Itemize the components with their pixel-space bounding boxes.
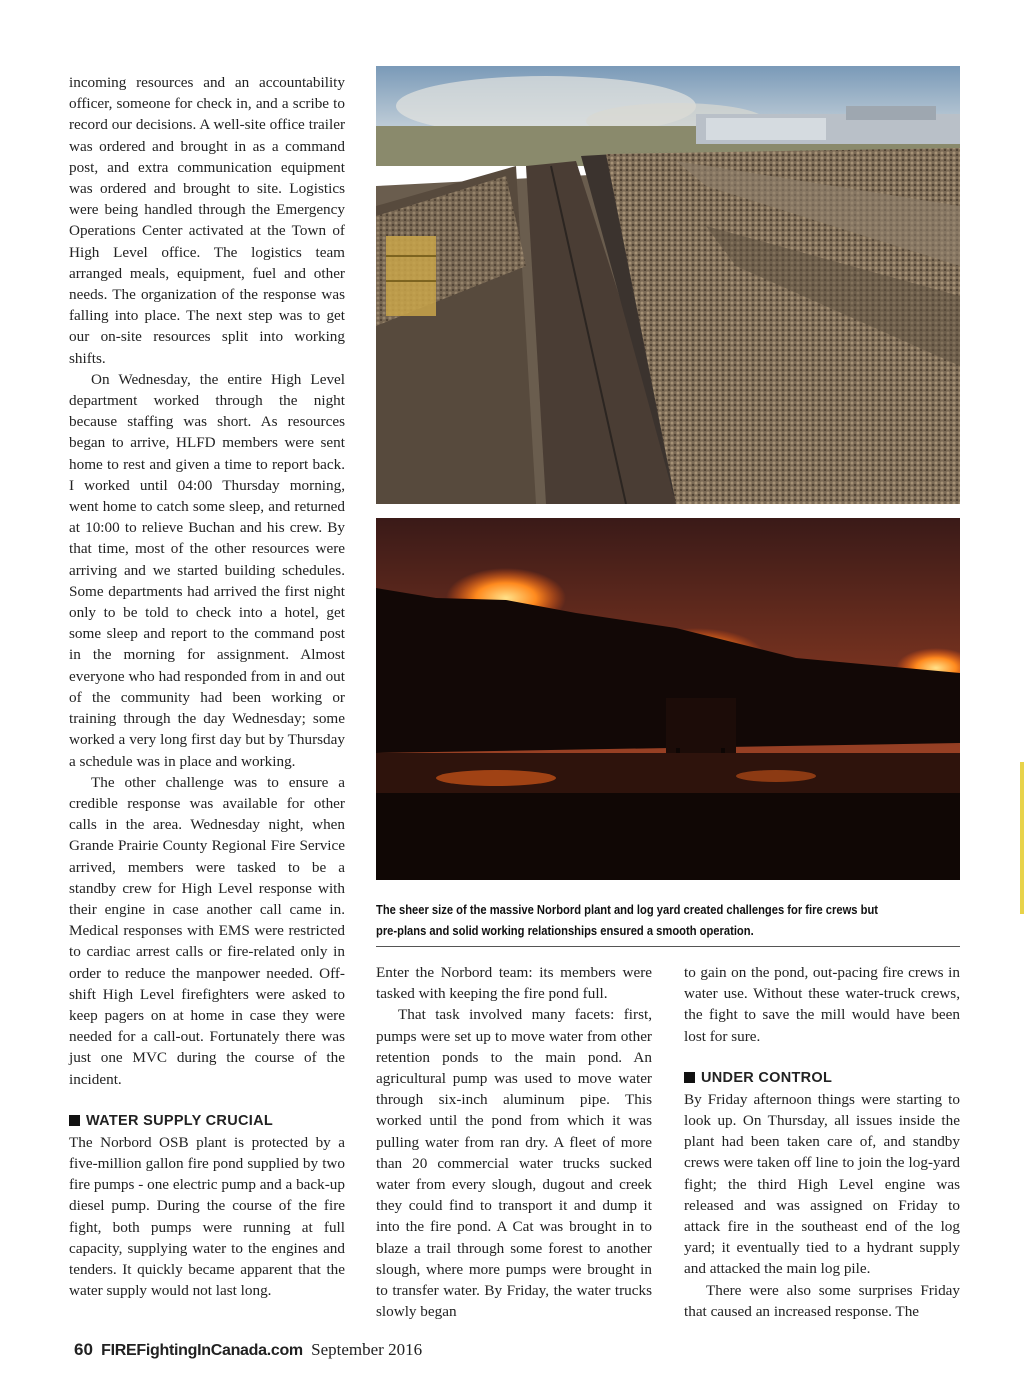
- caption-line: The sheer size of the massive Norbord plant and log yard created challenges for fire crews but: [376, 902, 878, 917]
- article-column-middle: [376, 962, 652, 1322]
- body-paragraph: to gain on the pond, out-pacing fire crews in water use. Without these water-truck crews, the fight to save the mill would have been lost for sure.: [684, 964, 960, 1045]
- photo-aerial-log-yard: [376, 66, 960, 504]
- body-paragraph: By Friday afternoon things were starting to look up. On Thursday, all issues inside the plant had been taken care of, and standby crews were taken off line to join the log-yard fight; the third High Level engine was released and was assigned on Friday to attack fire in the southeast end of the log yard; it eventually tied to a hydrant supply and attacked the main log pile.: [684, 1090, 960, 1278]
- photo-caption: [376, 899, 961, 941]
- body-paragraph: On Wednesday, the entire High Level department worked through the night because staffing was short. As resources began to arrive, HLFD members were sent home to rest and given a time to report back. I worked until 04:00 Thursday morning, went home to catch some sleep, and returned at 10:00 to relieve Buchan and his crew. By that time, most of the other resources were arriving and we started building schedules. Some departments had arrived the first night only to be told to check into a hotel, get some sleep and report to the command post in the morning for assignment. Almost everyone who had responded from in and out of the community had been working or training through the day Wednesday; some worked a very long first day but by Thursday a schedule was in place and working.: [69, 370, 345, 770]
- page-number: 60: [74, 1340, 93, 1359]
- section-heading-under-control: [684, 1068, 960, 1089]
- article-column-right: [684, 962, 960, 1322]
- article-column-left: [69, 72, 345, 1301]
- night-fire-image: [376, 518, 960, 880]
- heading-bullet-icon: [684, 1072, 695, 1083]
- page-edge-tab: [1020, 762, 1024, 914]
- body-paragraph: The Norbord OSB plant is protected by a five-million gallon fire pond supplied by two fire pumps - one electric pump and a back-up diesel pump. During the course of the fire fight, both pumps were running at full capacity, supplying water to the engines and tenders. It quickly became apparent that the water supply would not last long.: [69, 1133, 345, 1300]
- body-paragraph: incoming resources and an accountability officer, someone for check in, and a scribe to record our decisions. A well-site office trailer was ordered and brought in as a command post, and extra communication equipment was ordered and brought to site. Logistics were being handled through the Emergency Operations Center activated at the Town of High Level office. The logistics team arranged meals, equipment, fuel and other needs. The organization of the response was falling into place. The next step was to get our on-site resources split into working shifts.: [69, 74, 345, 367]
- body-paragraph: The other challenge was to ensure a credible response was available for other calls in the area. Wednesday night, when Grande Prairie County Regional Fire Service arrived, members were tasked to be a standby crew for High Level response with their engine in case another call came in. Medical responses with EMS were restricted to cardiac arrest calls or fire-related only in order to reduce the manpower needed. Off-shift High Level firefighters were asked to keep pagers on at home in case they were needed for a call-out. Fortunately there was just one MVC during the course of the incident.: [69, 773, 345, 1088]
- section-heading-water-supply: [69, 1111, 345, 1132]
- page-footer: [74, 1340, 422, 1360]
- caption-line: pre-plans and solid working relationships ensured a smooth operation.: [376, 923, 754, 938]
- photo-night-fire: [376, 518, 960, 880]
- footer-issue-date: September 2016: [311, 1340, 423, 1359]
- body-paragraph: Enter the Norbord team: its members were tasked with keeping the fire pond full.: [376, 964, 652, 1003]
- body-paragraph: There were also some surprises Friday that caused an increased response. The: [684, 1281, 960, 1320]
- heading-bullet-icon: [69, 1115, 80, 1126]
- aerial-log-yard-image: [376, 66, 960, 504]
- section-heading-text: WATER SUPPLY CRUCIAL: [86, 1112, 274, 1129]
- body-paragraph: That task involved many facets: first, pumps were set up to move water from other retention ponds to the main pond. An agricultural pump was used to move water through six-inch aluminum pipe. This worked until the pond from which it was pulling water from ran dry. A fleet of more than 20 commercial water trucks sucked water from every slough, dugout and creek they could find to transport it and dump it into the fire pond. A Cat was brought in to blaze a trail through some forest to another slough, where more pumps were brought in to transfer water. By Friday, the water trucks slowly began: [376, 1006, 652, 1321]
- section-heading-text: UNDER CONTROL: [701, 1069, 833, 1086]
- caption-divider: [376, 946, 960, 947]
- footer-site-name: FIREFightingInCanada.com: [101, 1342, 303, 1359]
